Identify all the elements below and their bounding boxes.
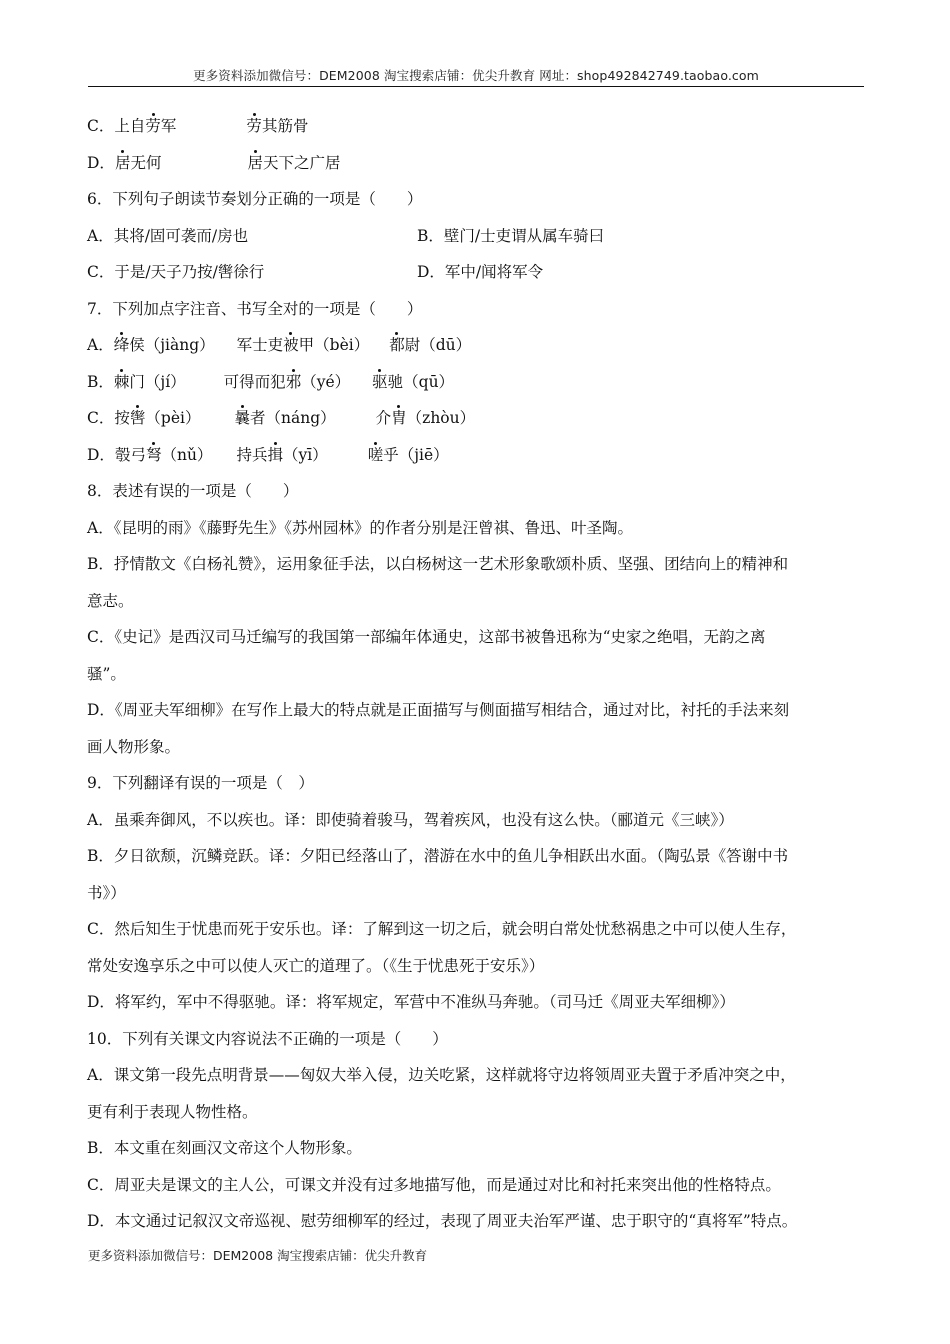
text: 彀弓 (114, 445, 146, 464)
header-divider (88, 86, 864, 87)
text: 其筋骨 (261, 117, 309, 135)
q6-stem: 6．下列句子朗读节奏划分正确的一项是（ ） (87, 190, 423, 208)
option-label: C． (87, 117, 115, 135)
text: （pèi） (145, 409, 201, 427)
text: 军 (160, 117, 177, 135)
q8-option-b-line2: 意志。 (87, 591, 134, 610)
q6-options-cd (87, 254, 867, 291)
dotted-char: 居 (247, 145, 263, 182)
q10-option-c: C．周亚夫是课文的主人公，可课文并没有过多地描写他，而是通过对比和衬托来突出他的性格特点。 (87, 1175, 781, 1194)
q7-option-a (87, 327, 867, 364)
text: 按 (114, 409, 130, 427)
text: 持兵 (236, 445, 268, 464)
q9-option-b-line1: B．夕日欲颓，沉鳞竞跃。译：夕阳已经落山了，潜游在水中的鱼儿争相跃出水面。（陶弘景《答谢中书 (87, 847, 789, 865)
text: 可得而犯 (223, 372, 286, 391)
dotted-char: 胄 (391, 400, 407, 437)
text: 无何 (130, 153, 162, 172)
q5-option-c (87, 108, 867, 145)
q8-option-d-line1: D．《周亚夫军细柳》在写作上最大的特点就是正面描写与侧面描写相结合，通过对比，衬托的手法来刻 (87, 701, 790, 719)
option-label: B． (87, 372, 114, 391)
document-body (87, 108, 867, 1240)
dotted-char: 居 (115, 145, 131, 182)
page-footer: 更多资料添加微信号：DEM2008 淘宝搜索店铺：优尖升教育 (88, 1248, 428, 1263)
q8-option-c-line1: C．《史记》是西汉司马迁编写的我国第一部编年体通史，这部书被鲁迅称为“史家之绝唱，无韵之离 (87, 628, 766, 646)
dotted-char: 都 (389, 327, 405, 364)
q5-option-d (87, 145, 867, 182)
q7-option-d (87, 437, 867, 474)
option-label: A． (87, 336, 114, 354)
q10-option-b: B．本文重在刻画汉文帝这个人物形象。 (87, 1139, 362, 1157)
q8-option-d-line2: 画人物形象。 (87, 737, 181, 756)
dotted-char: 嗟 (368, 437, 384, 474)
q9-option-c-line1: C．然后知生于忧患而死于安乐也。译：了解到这一切之后，就会明白常处忧愁祸患之中可以使人生存， (87, 920, 797, 938)
q8-option-b-line1: B．抒情散文《白杨礼赞》，运用象征手法，以白杨树这一艺术形象歌颂朴质、坚强、团结向上的精神和 (87, 555, 789, 573)
dotted-char: 棘 (114, 364, 130, 401)
dotted-char: 劳 (145, 108, 161, 145)
q6-options-ab (87, 218, 867, 255)
text: （yī） (282, 445, 328, 464)
text: 介 (375, 409, 392, 427)
q8-stem: 8．表述有误的一项是（ ） (87, 482, 299, 500)
q10-stem: 10．下列有关课文内容说法不正确的一项是（ ） (87, 1029, 448, 1048)
text: 上自 (114, 117, 146, 135)
dotted-char: 驱 (372, 364, 388, 401)
text: （nǔ） (161, 445, 213, 464)
text: 尉（dū） (404, 336, 472, 354)
text: 门（jí） (129, 372, 186, 391)
q6-option-d: D．军中/闻将军令 (417, 263, 544, 281)
q9-option-d: D．将军约，军中不得驱驰。译：将军规定，军营中不准纵马奔驰。（司马迁《周亚夫军细柳》） (87, 993, 735, 1011)
q6-option-a: A．其将/固可袭而/房也 (87, 226, 249, 245)
text: 侯（jiàng） (129, 336, 215, 354)
q8-option-a: A．《昆明的雨》《藤野先生》《苏州园林》的作者分别是汪曾祺、鲁迅、叶圣陶。 (87, 518, 633, 537)
q7-option-b (87, 364, 867, 401)
text: 天下之广居 (262, 153, 341, 172)
dotted-char: 被 (283, 327, 299, 364)
dotted-char: 揖 (267, 437, 283, 474)
text: 驰（qū） (387, 372, 455, 391)
option-label: D． (87, 153, 115, 172)
q9-option-a: A．虽乘奔御风，不以疾也。译：即使骑着骏马，驾着疾风，也没有这么快。（郦道元《三峡》） (87, 810, 734, 829)
q9-stem: 9．下列翻译有误的一项是（ ） (87, 774, 314, 792)
text: （zhòu） (406, 409, 476, 427)
q9-option-c-line2: 常处安逸享乐之中可以使人灭亡的道理了。（《生于忧患死于安乐》） (87, 956, 545, 975)
dotted-char: 劳 (246, 108, 262, 145)
text: 者（náng） (249, 409, 336, 427)
q10-option-a-line2: 更有利于表现人物性格。 (87, 1102, 258, 1121)
q7-stem: 7．下列加点字注音、书写全对的一项是（ ） (87, 299, 423, 318)
q10-option-a-line1: A．课文第一段先点明背景——匈奴大举入侵，边关吃紧，这样就将守边将领周亚夫置于矛盾冲突之中， (87, 1066, 796, 1084)
option-label: D． (87, 445, 115, 464)
option-label: C． (87, 409, 115, 427)
q7-option-c (87, 400, 867, 437)
text: 军士吏 (236, 336, 284, 354)
text: 甲（bèi） (298, 336, 370, 354)
text: （yé） (301, 372, 351, 391)
dotted-char: 绛 (114, 327, 130, 364)
q10-option-d: D．本文通过记叙汉文帝巡视、慰劳细柳军的经过，表现了周亚夫治军严谨、忠于职守的“真将军”特点。 (87, 1212, 798, 1230)
dotted-char: 曩 (234, 400, 250, 437)
q8-option-c-line2: 骚”。 (87, 664, 126, 683)
q9-option-b-line2: 书》） (87, 883, 126, 902)
dotted-char: 邪 (286, 364, 302, 401)
dotted-char: 弩 (146, 437, 162, 474)
text: 乎（jiē） (383, 445, 449, 464)
dotted-char: 辔 (130, 400, 146, 437)
page-header: 更多资料添加微信号：DEM2008 淘宝搜索店铺：优尖升教育 网址：shop492842749.taobao.com (193, 68, 759, 83)
q6-option-b: B．壁门/士吏谓从属车骑曰 (417, 226, 605, 245)
q6-option-c: C．于是/天子乃按/辔徐行 (87, 263, 265, 281)
